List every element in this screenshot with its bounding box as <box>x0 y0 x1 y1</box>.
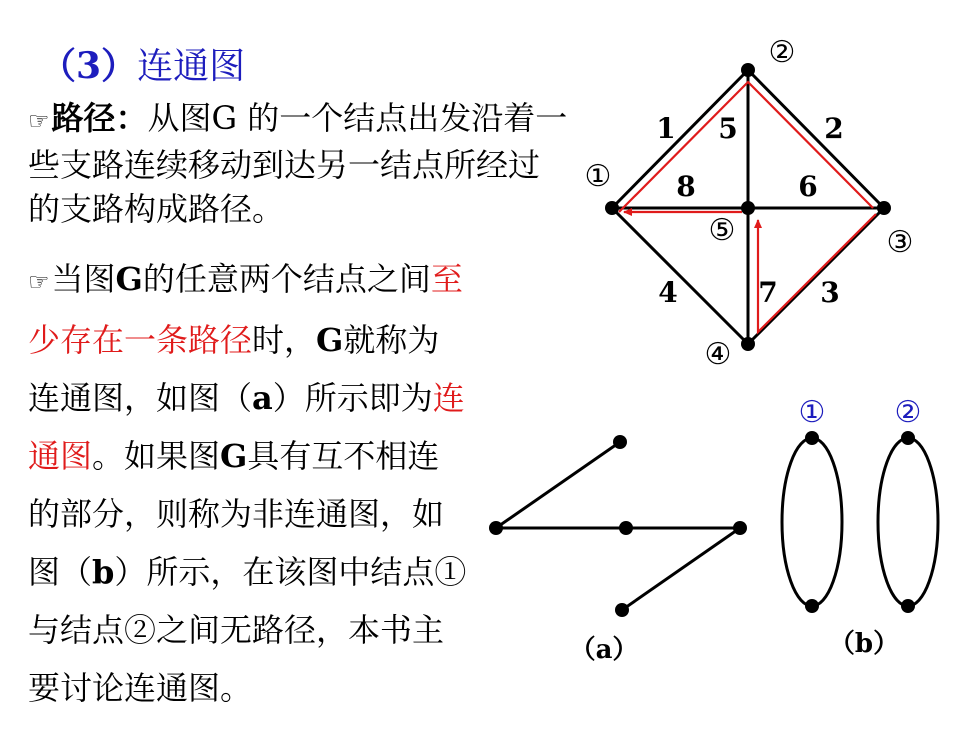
node-1 <box>605 201 619 215</box>
edge-label-7: 7 <box>758 276 778 309</box>
graph-a <box>496 442 740 610</box>
pointing-hand-icon: ☞ <box>28 268 50 296</box>
section-number: （3） <box>40 45 138 87</box>
section-title: 连通图 <box>137 46 246 87</box>
node-a-3 <box>619 521 633 535</box>
component-2 <box>878 438 938 606</box>
path-3-4-5 <box>758 214 876 332</box>
node-label-2: ② <box>768 35 796 70</box>
node-3 <box>877 201 891 215</box>
highlight-text: 连通图 <box>28 379 465 475</box>
node-label-b-1: ① <box>798 395 826 430</box>
edge-label-3: 3 <box>820 276 840 309</box>
caption-a: （a） <box>569 635 639 665</box>
component-1 <box>782 438 842 606</box>
body-text: 。如果图 <box>92 437 221 475</box>
node-b-2-top <box>901 431 915 445</box>
body-text: ）所示，在该图中结点①与结点②之间无路径，本书主要讨论连通图。 <box>28 553 467 707</box>
node-label-4: ④ <box>704 337 732 372</box>
edge-label-6: 6 <box>798 170 818 203</box>
edge-label-4: 4 <box>658 276 678 309</box>
body-text: a <box>252 379 273 417</box>
definition-term: 路径： <box>51 99 148 137</box>
body-text: G <box>115 260 143 298</box>
graph-b <box>782 438 938 606</box>
highlight-text: 至少存在一条路径 <box>28 260 463 359</box>
edge-label-5: 5 <box>718 112 738 145</box>
node-b-1-bottom <box>805 599 819 613</box>
node-4 <box>741 337 755 351</box>
path-1-2-3 <box>619 82 873 212</box>
body-text: 具有互不相连的部分，则称为非连通图，如图（ <box>28 437 445 591</box>
edge-label-8: 8 <box>676 170 696 203</box>
node-label-3: ③ <box>886 225 914 260</box>
definition-text: 从图G 的一个结点出发沿着一些支路连续移动到达另一结点所经过的支路构成路径。 <box>28 99 568 228</box>
caption-b: （b） <box>828 629 900 659</box>
edge-label-2: 2 <box>824 112 844 145</box>
body-text: b <box>92 553 115 591</box>
node-label-1: ① <box>584 159 612 194</box>
node-b-2-bottom <box>901 599 915 613</box>
node-2 <box>741 63 755 77</box>
body-text: 时， <box>252 321 317 359</box>
node-a-2 <box>489 521 503 535</box>
edge-a-1 <box>496 442 620 528</box>
node-b-1-top <box>805 431 819 445</box>
edge-label-1: 1 <box>656 112 676 145</box>
body-text: ）所示即为 <box>272 379 433 417</box>
node-label-5: ⑤ <box>708 213 736 248</box>
body-text: G <box>220 437 248 475</box>
body-text: 的任意两个结点之间 <box>142 260 431 298</box>
node-5 <box>741 201 755 215</box>
body-text: 就称为连通图，如图（ <box>28 321 440 417</box>
node-a-5 <box>615 603 629 617</box>
node-a-4 <box>733 521 747 535</box>
node-label-b-2: ② <box>894 395 922 430</box>
body-text: 当图 <box>51 260 116 298</box>
edge-a-3 <box>622 528 740 610</box>
node-a-1 <box>613 435 627 449</box>
body-text: G <box>316 321 344 359</box>
pointing-hand-icon: ☞ <box>28 107 50 135</box>
